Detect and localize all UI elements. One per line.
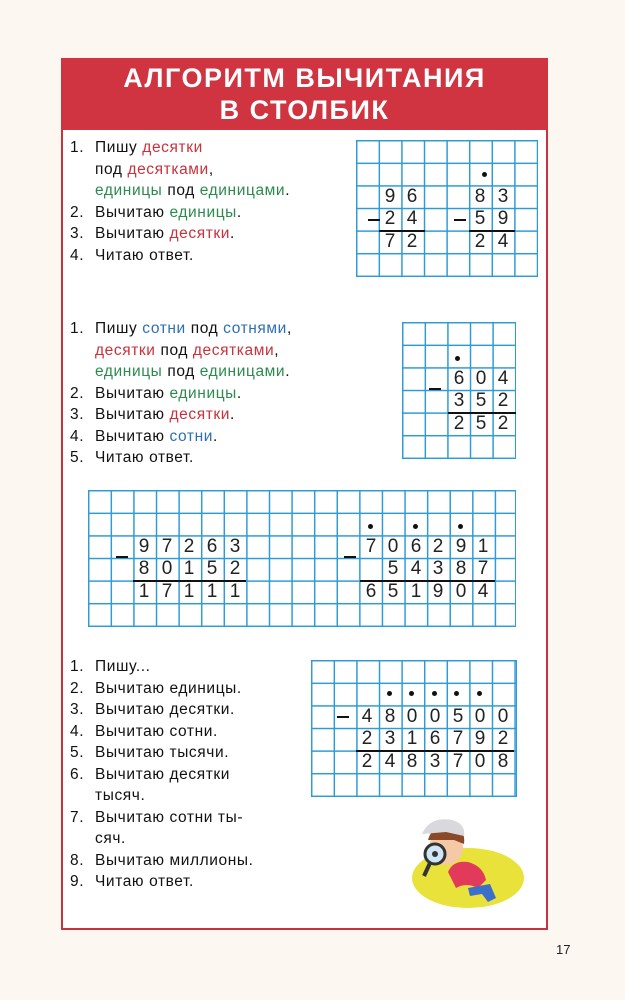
digit: 9 [455,536,467,557]
digit: 9 [497,208,509,229]
page-title [61,58,548,130]
digit: 1 [406,728,418,749]
digit: 3 [432,558,444,579]
digit: 2 [384,208,396,229]
digit: 6 [365,581,377,602]
grid-seven-digit [311,660,517,797]
digit: 0 [474,706,486,727]
digit: 4 [477,581,489,602]
borrow-dot [477,691,482,696]
digit: 8 [384,706,396,727]
digit: 2 [361,751,373,772]
borrow-dot [455,356,460,361]
algorithm-two-digit: 1. Пишу десятки под десятками, единицы под единицами. 2. Вычитаю единицы. 3. Вычитаю десятки. 4. Читаю ответ. [70,139,291,264]
digit: 0 [161,558,173,579]
digit: 2 [497,413,509,434]
digit: 7 [477,558,489,579]
digit: 2 [453,413,465,434]
digit: 4 [410,558,422,579]
digit: 2 [497,390,509,411]
digit: 4 [384,751,396,772]
digit: 5 [206,558,218,579]
digit: 1 [477,536,489,557]
digit: 6 [429,728,441,749]
digit: 8 [455,558,467,579]
digit: 0 [475,368,487,389]
digit: 3 [384,728,396,749]
digit: 8 [138,558,150,579]
digit: 7 [365,536,377,557]
digit: 5 [475,413,487,434]
borrow-dot [368,524,373,529]
digit: 1 [138,581,150,602]
grid-two-digit [356,140,538,277]
digit: 0 [429,706,441,727]
digit: 6 [406,186,418,207]
digit: 7 [161,581,173,602]
digit: 0 [474,751,486,772]
digit: 0 [387,536,399,557]
minus-sign [337,716,349,718]
digit: 8 [406,751,418,772]
borrow-dot [409,691,414,696]
grid-multi-digit [88,490,516,627]
digit: 6 [453,368,465,389]
digit: 3 [497,186,509,207]
digit: 5 [387,558,399,579]
digit: 8 [497,751,509,772]
digit: 4 [497,368,509,389]
digit: 0 [497,706,509,727]
borrow-dot [413,524,418,529]
page-number: 17 [556,942,571,957]
title-line-1: АЛГОРИТМ ВЫЧИТАНИЯ [123,63,486,93]
digit: 5 [387,581,399,602]
digit: 1 [410,581,422,602]
digit: 3 [453,390,465,411]
digit: 5 [474,208,486,229]
digit: 2 [183,536,195,557]
digit: 2 [406,231,418,252]
digit: 1 [183,581,195,602]
algorithm-general: 1. Пишу... 2. Вычитаю единицы. 3. Вычитаю десятки. 4. Вычитаю сотни. 5. Вычитаю тысячи. 6. Вычитаю десятки тысяч. 7. Вычитаю сотни ты- сяч. 8. Вычитаю миллионы. 9. Читаю ответ. [70,658,254,890]
digit: 4 [361,706,373,727]
borrow-dot [387,691,392,696]
digit: 4 [497,231,509,252]
digit: 4 [406,208,418,229]
digit: 8 [474,186,486,207]
minus-sign [454,219,466,221]
digit: 7 [452,751,464,772]
digit: 5 [452,706,464,727]
digit: 5 [475,390,487,411]
digit: 7 [452,728,464,749]
borrow-dot [458,524,463,529]
digit: 9 [432,581,444,602]
digit: 9 [138,536,150,557]
digit: 1 [183,558,195,579]
digit: 6 [410,536,422,557]
grid-three-digit [402,322,516,459]
digit: 9 [384,186,396,207]
eye [432,851,438,857]
borrow-dot [482,172,487,177]
digit: 2 [432,536,444,557]
digit: 2 [229,558,241,579]
digit: 6 [206,536,218,557]
digit: 7 [161,536,173,557]
digit: 2 [361,728,373,749]
digit: 9 [474,728,486,749]
digit: 2 [497,728,509,749]
digit: 1 [229,581,241,602]
digit: 0 [406,706,418,727]
digit: 0 [455,581,467,602]
digit: 7 [384,231,396,252]
title-line-2: В СТОЛБИК [219,95,390,125]
boy-with-magnifier-illustration [408,810,526,910]
borrow-dot [454,691,459,696]
borrow-dot [432,691,437,696]
minus-sign [344,556,356,558]
minus-sign [116,556,128,558]
minus-sign [429,388,441,390]
algorithm-three-digit: 1. Пишу сотни под сотнями, десятки под десятками, единицы под единицами. 2. Вычитаю единицы. 3. Вычитаю десятки. 4. Вычитаю сотни. 5. Читаю ответ. [70,320,292,466]
digit: 2 [474,231,486,252]
digit: 1 [206,581,218,602]
digit: 3 [429,751,441,772]
digit: 3 [229,536,241,557]
